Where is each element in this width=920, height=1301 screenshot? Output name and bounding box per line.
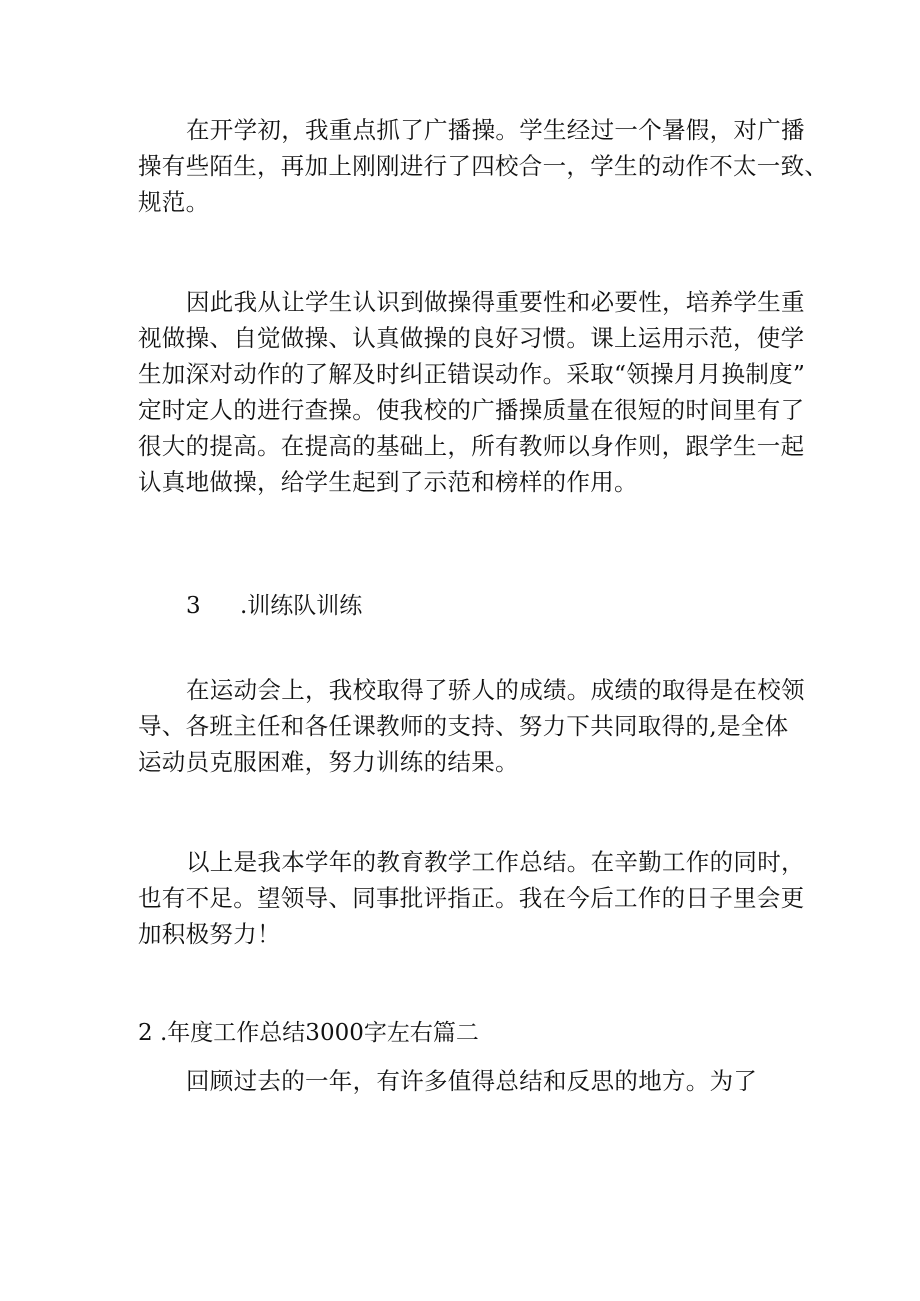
paragraph-5	[138, 1063, 798, 1099]
paragraph-line: 也有不足。望领导、同事批评指正。我在今后工作的日子里会更	[138, 884, 805, 912]
heading-text: .年度工作总结3000字左右篇二	[160, 1020, 479, 1046]
heading-number: 3	[186, 593, 201, 619]
heading-number: 2	[138, 1020, 153, 1046]
paragraph-line: 操有些陌生，再加上刚刚进行了四校合一，学生的动作不太一致、	[138, 152, 829, 180]
paragraph-line: 认真地做操，给学生起到了示范和榜样的作用。	[138, 468, 638, 496]
paragraph-line: 加积极努力！	[138, 920, 281, 948]
paragraph-line: 因此我从让学生认识到做操得重要性和必要性，培养学生重	[186, 288, 805, 316]
heading-text: .训练队训练	[240, 593, 363, 619]
paragraph-line: 规范。	[138, 188, 210, 216]
paragraph-line: 定时定人的进行查操。使我校的广播操质量在很短的时间里有了	[138, 396, 805, 424]
paragraph-line: 在运动会上，我校取得了骄人的成绩。成绩的取得是在校领	[186, 676, 805, 704]
paragraph-line: 导、各班主任和各任课教师的支持、努力下共同取得的,是全体	[138, 712, 789, 740]
paragraph-1	[138, 112, 829, 220]
paragraph-2	[138, 284, 806, 500]
paragraph-line: 回顾过去的一年，有许多值得总结和反思的地方。为了	[186, 1067, 758, 1095]
paragraph-line: 以上是我本学年的教育教学工作总结。在辛勤工作的同时，	[186, 848, 805, 876]
paragraph-line: 生加深对动作的了解及时纠正错误动作。采取“领操月月换制度”	[138, 360, 806, 388]
paragraph-line: 很大的提高。在提高的基础上，所有教师以身作则，跟学生一起	[138, 432, 805, 460]
paragraph-line: 在开学初，我重点抓了广播操。学生经过一个暑假，对广播	[186, 116, 805, 144]
paragraph-4	[138, 844, 805, 952]
paragraph-line: 视做操、自觉做操、认真做操的良好习惯。课上运用示范，使学	[138, 324, 805, 352]
paragraph-3	[138, 672, 805, 780]
paragraph-line: 运动员克服困难，努力训练的结果。	[138, 748, 519, 776]
